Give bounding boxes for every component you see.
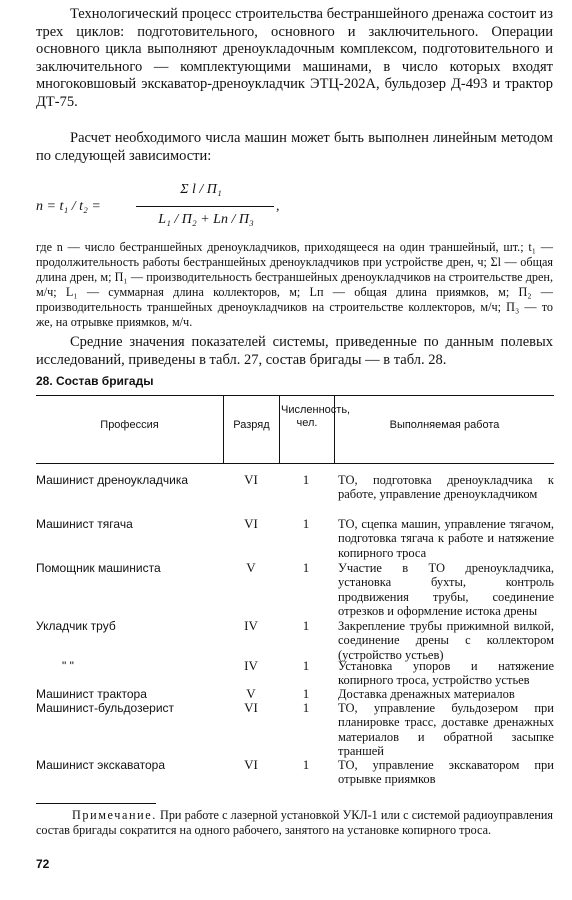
cell-count: 1 bbox=[302, 686, 310, 701]
cell-count: 1 bbox=[302, 618, 310, 633]
note-text: При работе с лазерной установкой УКЛ-1 или с системой радиоуправления состав бригады сократится на одного рабочего, занятого на установке копирного троса. bbox=[36, 808, 554, 838]
cell-count: 1 bbox=[302, 757, 310, 772]
cell-count: 1 bbox=[302, 516, 310, 531]
table-note bbox=[36, 808, 553, 838]
cell-work: Установка упоров и натяжение копирного троса, устройство устьев bbox=[338, 659, 554, 688]
cell-rank: V bbox=[246, 686, 256, 701]
header-rank: Разряд bbox=[233, 419, 270, 431]
cell-profession: Машинист трактора bbox=[36, 687, 147, 701]
cell-count: 1 bbox=[302, 658, 310, 673]
cell-work: ТО, подготовка дреноукладчика к работе, управление дреноукладчиком bbox=[338, 473, 554, 502]
formula bbox=[36, 182, 336, 242]
note-label: Примечание. bbox=[72, 808, 157, 822]
header-profession: Профессия bbox=[100, 419, 159, 431]
cell-work: ТО, сцепка машин, управление тягачом, подготовка тягача к работе и натяжение копирного троса bbox=[338, 517, 554, 560]
table-header-rule bbox=[36, 463, 554, 464]
cell-work: Участие в ТО дреноукладчика, установка бухты, контроль продвижения трубы, соединение отрезков и оформление истока дрены bbox=[338, 561, 554, 619]
cell-count: 1 bbox=[302, 560, 310, 575]
cell-work: Доставка дренажных материалов bbox=[338, 687, 515, 701]
intro-paragraph-1: Технологический процесс строительства бестраншейного дренажа состоит из трех циклов: подготовительного, основного и заключительного. Операции основного цикла выполняют дреноукладочным комплексом, подготовительного и заключительного — комплектующими машинами, в число которых входят многоковшовый экскаватор-дреноукладчик ЭТЦ-202А, бульдозер Д-493 и трактор ДТ-75. bbox=[36, 6, 553, 110]
cell-rank: IV bbox=[244, 658, 258, 673]
cell-count: 1 bbox=[302, 700, 310, 715]
cell-rank: VI bbox=[244, 516, 258, 531]
cell-rank: VI bbox=[244, 757, 258, 772]
table-top-rule bbox=[36, 395, 554, 396]
cell-rank: IV bbox=[244, 618, 258, 633]
table-caption: 28. Состав бригады bbox=[36, 374, 154, 388]
cell-work: ТО, управление экскаватором при отрывке приямков bbox=[338, 758, 554, 787]
cell-work: Закрепление трубы прижимной вилкой, соединение дрены с коллектором (устройство устьев) bbox=[338, 619, 554, 662]
formula-fraction-bar bbox=[136, 206, 274, 207]
cell-profession: Машинист тягача bbox=[36, 517, 133, 531]
formula-explanation: где n — число бестраншейных дреноукладчиков, приходящееся на один траншейный, шт.; t₁ — продолжительность работы бестраншейных дреноукладчиков при устройстве дрен, ч; Σl — общая длина дрен, м; Π₁ — производительность бестраншейных дреноукладчиков на строительстве дрен, м/ч; L₁ — суммарная длина коллекторов, м; Lп — общая длина приямков, м; Π₂ — производительность траншейных дреноукладчиков на строительстве коллекторов, м/ч; Π₃ — то же, на отрывке приямков, м/ч. bbox=[36, 240, 553, 329]
intro-paragraph-2: Расчет необходимого числа машин может быть выполнен линейным методом по следующей зависимости: bbox=[36, 130, 553, 164]
cell-profession: Помощник машиниста bbox=[36, 561, 161, 575]
formula-denominator: L₁ / Π₂ + Lп / Π₃ bbox=[158, 212, 254, 227]
cell-profession: Машинист экскаватора bbox=[36, 758, 166, 772]
footnote-rule bbox=[36, 803, 156, 804]
cell-profession: Укладчик труб bbox=[36, 619, 116, 633]
table-divider-2 bbox=[279, 395, 280, 463]
cell-profession: " " bbox=[62, 659, 74, 673]
cell-rank: V bbox=[246, 560, 256, 575]
header-count: Численность, чел. bbox=[281, 404, 351, 429]
cell-profession: Машинист дреноукладчика bbox=[36, 473, 189, 487]
intro-paragraph-3: Средние значения показателей системы, приведенные по данным полевых исследований, приведены в табл. 27, состав бригады — в табл. 28. bbox=[36, 334, 553, 368]
page-number: 72 bbox=[36, 857, 50, 871]
formula-numerator: Σ l / Π₁ bbox=[180, 182, 222, 197]
cell-count: 1 bbox=[302, 472, 310, 487]
formula-lhs: n = t₁ / t₂ = bbox=[36, 199, 101, 214]
cell-rank: VI bbox=[244, 700, 258, 715]
cell-profession: Машинист-бульдозерист bbox=[36, 701, 175, 715]
cell-rank: VI bbox=[244, 472, 258, 487]
header-work: Выполняемая работа bbox=[389, 419, 500, 431]
cell-work: ТО, управление бульдозером при планировке трасс, доставке дренажных материалов и обратной засыпке траншей bbox=[338, 701, 554, 759]
formula-comma: , bbox=[276, 199, 280, 214]
